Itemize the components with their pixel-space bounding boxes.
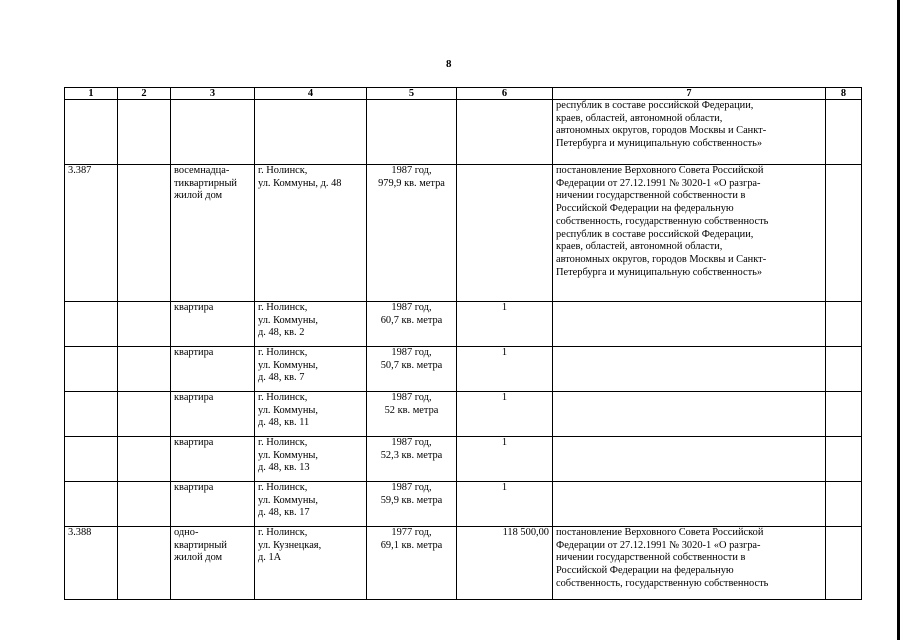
cell-address — [255, 482, 367, 527]
table-row — [65, 482, 862, 527]
cell-basis — [553, 392, 826, 437]
cell-col2 — [118, 302, 171, 347]
cell-col2 — [118, 165, 171, 302]
cell-year-area — [367, 165, 457, 302]
table-row — [65, 437, 862, 482]
table-row — [65, 100, 862, 165]
cell-line: 1987 год, — [391, 482, 432, 493]
cell-line: краев, областей, автономной области, — [556, 241, 723, 253]
table-body — [65, 88, 862, 600]
cell-name — [171, 302, 255, 347]
cell-year-area — [367, 437, 457, 482]
cell-line: 60,7 кв. метра — [380, 314, 443, 326]
column-header: 6 — [457, 88, 553, 100]
cell-line: квартира — [174, 482, 214, 493]
cell-col2 — [118, 437, 171, 482]
cell-line: ул. Коммуны, д. 48 — [258, 177, 342, 189]
cell-col8 — [826, 482, 862, 527]
column-header: 2 — [118, 88, 171, 100]
cell-year-area — [367, 527, 457, 600]
cell-num — [65, 302, 118, 347]
cell-year-area — [367, 482, 457, 527]
cell-year-area — [367, 100, 457, 165]
cell-value: 1 — [457, 302, 553, 347]
cell-address — [255, 302, 367, 347]
cell-line: 59,9 кв. метра — [380, 494, 443, 506]
page-edge-line — [897, 0, 900, 640]
cell-address — [255, 437, 367, 482]
cell-line: автономных округов, городов Москвы и Санкт- — [556, 253, 767, 265]
cell-col2 — [118, 347, 171, 392]
cell-basis — [553, 437, 826, 482]
cell-line: республик в составе российской Федерации, — [556, 228, 754, 240]
cell-name — [171, 482, 255, 527]
cell-col2 — [118, 527, 171, 600]
cell-line: квартирный — [174, 539, 227, 551]
table-row — [65, 347, 862, 392]
cell-address — [255, 527, 367, 600]
cell-line: 1987 год, — [391, 347, 432, 358]
cell-num: 3.387 — [65, 165, 118, 302]
cell-line: 979,9 кв. метра — [378, 177, 445, 189]
cell-line: квартира — [174, 392, 214, 403]
cell-col8 — [826, 527, 862, 600]
cell-line: одно- — [174, 527, 199, 538]
cell-value — [457, 165, 553, 302]
cell-num: 3.388 — [65, 527, 118, 600]
cell-col2 — [118, 392, 171, 437]
cell-line: Федерации от 27.12.1991 № 3020-1 «О разгра- — [556, 177, 761, 189]
column-header: 8 — [826, 88, 862, 100]
cell-year-area — [367, 392, 457, 437]
cell-line: автономных округов, городов Москвы и Санкт- — [556, 125, 767, 137]
property-table — [64, 87, 862, 600]
cell-address — [255, 392, 367, 437]
cell-line: 50,7 кв. метра — [380, 359, 443, 371]
cell-line: восемнадца- — [174, 165, 230, 176]
table-row — [65, 527, 862, 600]
cell-line: 69,1 кв. метра — [380, 539, 443, 551]
cell-value: 118 500,00 — [457, 527, 553, 600]
cell-line: 1987 год, — [391, 437, 432, 448]
cell-line: Петербурга и муниципальную собственность» — [556, 266, 763, 278]
column-header: 7 — [553, 88, 826, 100]
cell-line: постановление Верховного Совета Российской — [556, 527, 764, 538]
cell-line: тиквартирный — [174, 177, 237, 189]
cell-name — [171, 347, 255, 392]
cell-line: 52 кв. метра — [384, 404, 439, 416]
column-header: 1 — [65, 88, 118, 100]
cell-line: 1987 год, — [391, 302, 432, 313]
cell-line: квартира — [174, 302, 214, 313]
table-row — [65, 165, 862, 302]
cell-col8 — [826, 437, 862, 482]
cell-line: г. Нолинск, — [258, 482, 308, 493]
cell-basis — [553, 527, 826, 600]
cell-value: 1 — [457, 437, 553, 482]
cell-line: ул. Коммуны, — [258, 494, 319, 506]
cell-line: ничении государственной собственности в — [556, 190, 746, 202]
cell-col2 — [118, 100, 171, 165]
cell-line: ничении государственной собственности в — [556, 552, 746, 564]
column-header: 5 — [367, 88, 457, 100]
cell-line: д. 48, кв. 11 — [258, 417, 310, 429]
cell-num — [65, 482, 118, 527]
cell-col8 — [826, 165, 862, 302]
column-header: 3 — [171, 88, 255, 100]
cell-line: Российской Федерации на федеральную — [556, 203, 734, 215]
cell-line: д. 48, кв. 17 — [258, 507, 310, 519]
cell-col8 — [826, 392, 862, 437]
header-row — [65, 88, 862, 100]
cell-num — [65, 437, 118, 482]
cell-col8 — [826, 100, 862, 165]
cell-value: 1 — [457, 392, 553, 437]
cell-line: г. Нолинск, — [258, 392, 308, 403]
cell-line: республик в составе российской Федерации, — [556, 100, 754, 111]
cell-year-area — [367, 347, 457, 392]
cell-basis — [553, 347, 826, 392]
cell-line: ул. Коммуны, — [258, 359, 319, 371]
cell-line: Петербурга и муниципальную собственность» — [556, 138, 763, 150]
cell-line: краев, областей, автономной области, — [556, 112, 723, 124]
cell-name — [171, 392, 255, 437]
cell-basis — [553, 165, 826, 302]
cell-name — [171, 527, 255, 600]
cell-line: г. Нолинск, — [258, 437, 308, 448]
cell-line: д. 48, кв. 2 — [258, 327, 305, 339]
cell-line: квартира — [174, 347, 214, 358]
cell-line: д. 48, кв. 7 — [258, 372, 305, 384]
cell-line: г. Нолинск, — [258, 302, 308, 313]
cell-line: г. Нолинск, — [258, 165, 308, 176]
cell-line: жилой дом — [174, 552, 223, 564]
cell-address — [255, 165, 367, 302]
cell-basis — [553, 302, 826, 347]
cell-line: д. 1А — [258, 552, 282, 564]
cell-address — [255, 100, 367, 165]
cell-line: г. Нолинск, — [258, 347, 308, 358]
cell-line: ул. Коммуны, — [258, 314, 319, 326]
cell-line: ул. Коммуны, — [258, 449, 319, 461]
cell-num — [65, 100, 118, 165]
cell-basis — [553, 100, 826, 165]
cell-col2 — [118, 482, 171, 527]
cell-line: Федерации от 27.12.1991 № 3020-1 «О разгра- — [556, 539, 761, 551]
table-row — [65, 302, 862, 347]
cell-line: постановление Верховного Совета Российской — [556, 165, 764, 176]
cell-name — [171, 437, 255, 482]
cell-value — [457, 100, 553, 165]
cell-col8 — [826, 347, 862, 392]
cell-basis — [553, 482, 826, 527]
cell-name — [171, 100, 255, 165]
cell-address — [255, 347, 367, 392]
cell-num — [65, 392, 118, 437]
cell-line: собственность, государственную собственность — [556, 577, 769, 589]
cell-line: г. Нолинск, — [258, 527, 308, 538]
table-row — [65, 392, 862, 437]
cell-line: 52,3 кв. метра — [380, 449, 443, 461]
cell-line: 1977 год, — [391, 527, 432, 538]
cell-line: 1987 год, — [391, 392, 432, 403]
cell-col8 — [826, 302, 862, 347]
cell-line: д. 48, кв. 13 — [258, 462, 310, 474]
cell-value: 1 — [457, 347, 553, 392]
cell-line: ул. Коммуны, — [258, 404, 319, 416]
page-number: 8 — [446, 58, 452, 70]
column-header: 4 — [255, 88, 367, 100]
cell-line: ул. Кузнецкая, — [258, 539, 322, 551]
cell-line: квартира — [174, 437, 214, 448]
cell-value: 1 — [457, 482, 553, 527]
cell-line: собственность, государственную собственность — [556, 215, 769, 227]
cell-name — [171, 165, 255, 302]
cell-line: 1987 год, — [391, 165, 432, 176]
cell-year-area — [367, 302, 457, 347]
cell-num — [65, 347, 118, 392]
cell-line: жилой дом — [174, 190, 223, 202]
cell-line: Российской Федерации на федеральную — [556, 565, 734, 577]
